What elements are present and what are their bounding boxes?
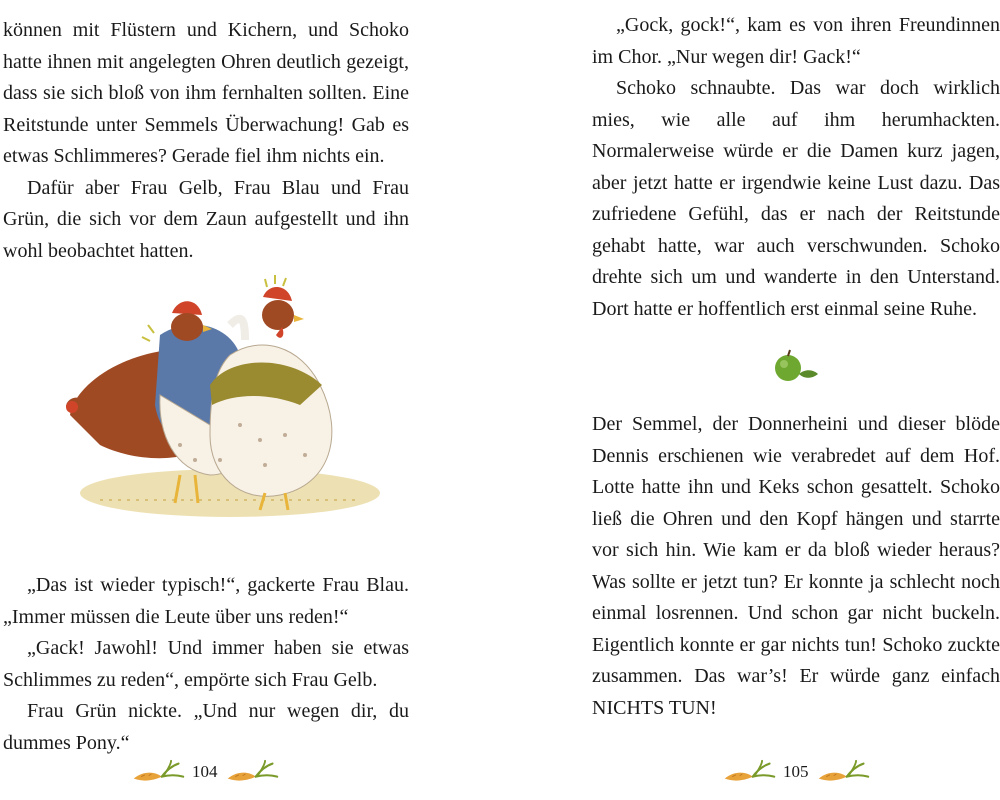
paragraph: „Gack! Jawohl! Und immer haben sie etwas Schlimmes zu reden“, empörte sich Frau Gelb. [3,637,409,691]
carrot-ornament-icon [721,757,777,787]
carrot-ornament-icon [815,757,871,787]
right-page [500,0,1000,800]
paragraph: können mit Flüstern und Kichern, und Schoko hatte ihnen mit angelegten Ohren deutlich gezeigt, dass sie sich bloß von ihm fernhalten sollten. Eine Reitstunde unter Semmels Überwachung! Gab es etwas Schlimmeres? Gerade fiel ihm nichts ein. [3,19,409,167]
paragraph: Der Semmel, der Donnerheini und dieser blöde Dennis erschienen wie verabredet auf dem Hof. Lotte hatte ihn und Keks schon gesattelt. Schoko ließ die Ohren und den Kopf hängen und starrte vor sich hin. Wie kam er da bloß wieder heraus? Was sollte er jetzt tun? Er konnte ja schlecht noch einmal losrennen. Und schon gar nicht buckeln. Eigentlich konnte er gar nichts tun! Schoko zuckte zusammen. Das war’s! Er würde ganz einfach NICHTS TUN! [592,413,1000,719]
three-hens-illustration [60,275,390,525]
page-number: 104 [192,762,218,781]
page-number: 105 [783,762,809,781]
green-apple-icon [768,346,824,386]
right-bottom-text [592,409,1000,724]
paragraph: „Gock, gock!“, kam es von ihren Freundinnen im Chor. „Nur wegen dir! Gack!“ [592,14,1000,68]
page-footer [130,752,280,792]
paragraph: Schoko schnaubte. Das war doch wirklich mies, wie alle auf ihm herumhackten. Normalerweise würde er die Damen kurz jagen, aber jetzt hatte er irgendwie keine Lust dazu. Das zufriedene Gefühl, das er nach der Reitstunde gehabt hatte, war auch verschwunden. Schoko drehte sich um und wanderte in den Unterstand. Dort hatte er hoffentlich erst einmal seine Ruhe. [592,77,1000,320]
page-footer [721,752,871,792]
carrot-ornament-icon [224,757,280,787]
paragraph: Dafür aber Frau Gelb, Frau Blau und Frau Grün, die sich vor dem Zaun aufgestellt und ihn wohl beobachtet hatten. [3,176,409,262]
paragraph: „Das ist wieder typisch!“, gackerte Frau Blau. „Immer müssen die Leute über uns reden!“ [3,574,409,628]
carrot-ornament-icon [130,757,186,787]
left-top-text [3,15,409,267]
left-bottom-text [3,570,409,759]
paragraph: Frau Grün nickte. „Und nur wegen dir, du dummes Pony.“ [3,700,409,754]
right-top-text [592,10,1000,325]
